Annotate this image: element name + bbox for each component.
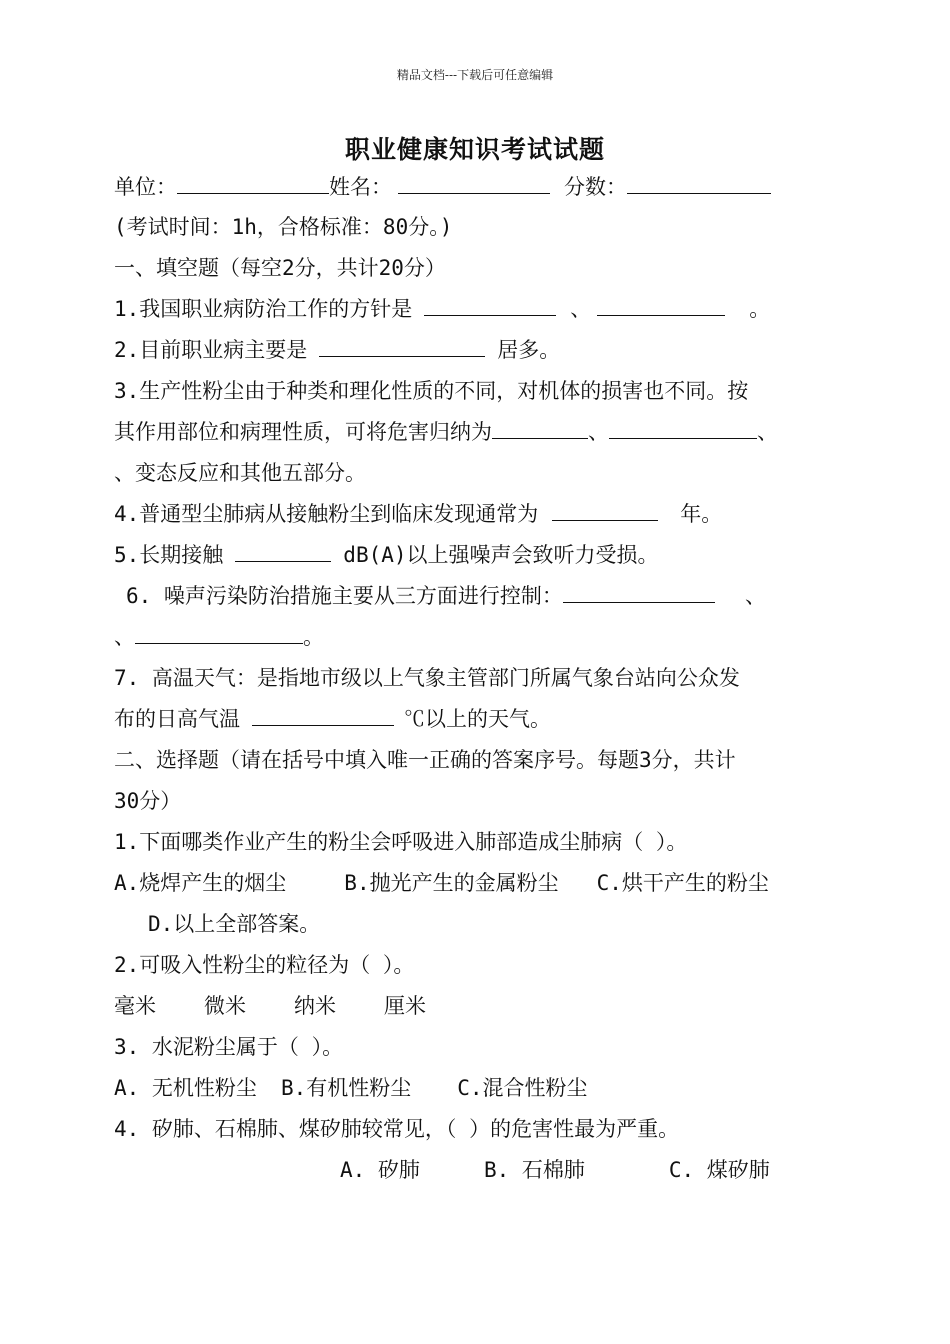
option-b[interactable]: B.抛光产生的金属粉尘 [344, 871, 559, 895]
fill-question-6 [126, 581, 766, 611]
option-centimeter[interactable]: 厘米 [384, 994, 426, 1018]
option-nanometer[interactable]: 纳米 [294, 994, 336, 1018]
fill-question-7-line1: 7. 高温天气：是指地市级以上气象主管部门所属气象台站向公众发 [114, 666, 740, 690]
fill-question-1 [114, 294, 770, 324]
answer-blank[interactable] [235, 541, 331, 562]
choice-question-2-options [114, 991, 426, 1021]
section1-heading: 一、填空题（每空2分，共计20分） [114, 256, 446, 280]
page-header: 精品文档---下载后可任意编辑 [396, 68, 554, 82]
question-end: ℃以上的天气。 [404, 707, 551, 731]
answer-blank[interactable] [552, 500, 658, 521]
score-label: 分数： [564, 175, 627, 199]
choice-question-3-options [114, 1073, 588, 1103]
answer-blank[interactable] [563, 582, 715, 603]
fill-question-2 [114, 335, 560, 365]
section2-heading: 二、选择题（请在括号中填入唯一正确的答案序号。每题3分，共计 [114, 748, 736, 772]
question-text: 4.普通型尘肺病从接触粉尘到临床发现通常为 [114, 502, 539, 526]
question-end: 居多。 [497, 338, 561, 362]
option-micrometer[interactable]: 微米 [204, 994, 246, 1018]
fill-question-6-line2 [114, 622, 324, 652]
choice-question-4-options [340, 1155, 770, 1185]
separator: 、 [114, 625, 135, 649]
choice-question-2: 2.可吸入性粉尘的粒径为（ ）。 [114, 953, 415, 977]
question-end: 。 [303, 625, 324, 649]
answer-blank[interactable] [319, 336, 485, 357]
fill-question-3-line3: 、变态反应和其他五部分。 [114, 461, 366, 485]
question-text: 2.目前职业病主要是 [114, 338, 308, 362]
option-c[interactable]: C.混合性粉尘 [457, 1076, 588, 1100]
option-a[interactable]: A. 矽肺 [340, 1158, 420, 1182]
name-label: 姓名： [329, 175, 392, 199]
unit-field[interactable] [177, 173, 329, 194]
question-text: 6. 噪声污染防治措施主要从三方面进行控制： [126, 584, 563, 608]
fill-question-3-line2 [114, 417, 778, 447]
choice-question-1: 1.下面哪类作业产生的粉尘会呼吸进入肺部造成尘肺病（ ）。 [114, 830, 688, 854]
answer-blank[interactable] [252, 705, 394, 726]
option-b[interactable]: B. 石棉肺 [483, 1158, 585, 1182]
option-c[interactable]: C.烘干产生的粉尘 [596, 871, 769, 895]
option-c[interactable]: C. 煤矽肺 [668, 1158, 770, 1182]
option-millimeter[interactable]: 毫米 [114, 994, 156, 1018]
question-text: 1.我国职业病防治工作的方针是 [114, 297, 413, 321]
fill-question-5 [114, 540, 659, 570]
question-text: 5.长期接触 [114, 543, 224, 567]
question-end: 。 [749, 297, 771, 321]
fill-question-3-line1: 3.生产性粉尘由于种类和理化性质的不同，对机体的损害也不同。按 [114, 379, 749, 403]
answer-blank[interactable] [609, 418, 757, 439]
answer-blank[interactable] [135, 623, 303, 644]
exam-note: (考试时间：1h，合格标准：80分。) [114, 215, 453, 239]
fill-question-4 [114, 499, 722, 529]
option-b[interactable]: B.有机性粉尘 [280, 1076, 412, 1100]
option-a[interactable]: A.烧焊产生的烟尘 [114, 871, 287, 895]
page-title: 职业健康知识考试试题 [344, 135, 605, 164]
answer-blank[interactable] [492, 418, 588, 439]
name-field[interactable] [398, 173, 550, 194]
option-a[interactable]: A. 无机性粉尘 [114, 1076, 257, 1100]
info-row [114, 172, 771, 202]
section2-heading-cont: 30分） [114, 789, 182, 813]
score-field[interactable] [627, 173, 771, 194]
fill-question-7-line2 [114, 704, 551, 734]
separator: 、 [744, 584, 766, 608]
choice-question-1-options [114, 868, 769, 898]
separator: 、 [588, 420, 609, 444]
separator: 、 [757, 420, 778, 444]
option-d[interactable]: D.以上全部答案。 [148, 912, 321, 936]
separator: 、 [570, 297, 592, 321]
answer-blank[interactable] [424, 295, 556, 316]
unit-label: 单位： [114, 175, 177, 199]
question-end: dB(A)以上强噪声会致听力受损。 [343, 543, 659, 567]
question-end: 年。 [680, 502, 723, 526]
question-text: 布的日高气温 [114, 707, 240, 731]
choice-question-4: 4. 矽肺、石棉肺、煤矽肺较常见，（ ）的危害性最为严重。 [114, 1117, 680, 1141]
question-text: 其作用部位和病理性质，可将危害归纳为 [114, 420, 492, 444]
answer-blank[interactable] [597, 295, 725, 316]
choice-question-3: 3. 水泥粉尘属于（ ）。 [114, 1035, 344, 1059]
